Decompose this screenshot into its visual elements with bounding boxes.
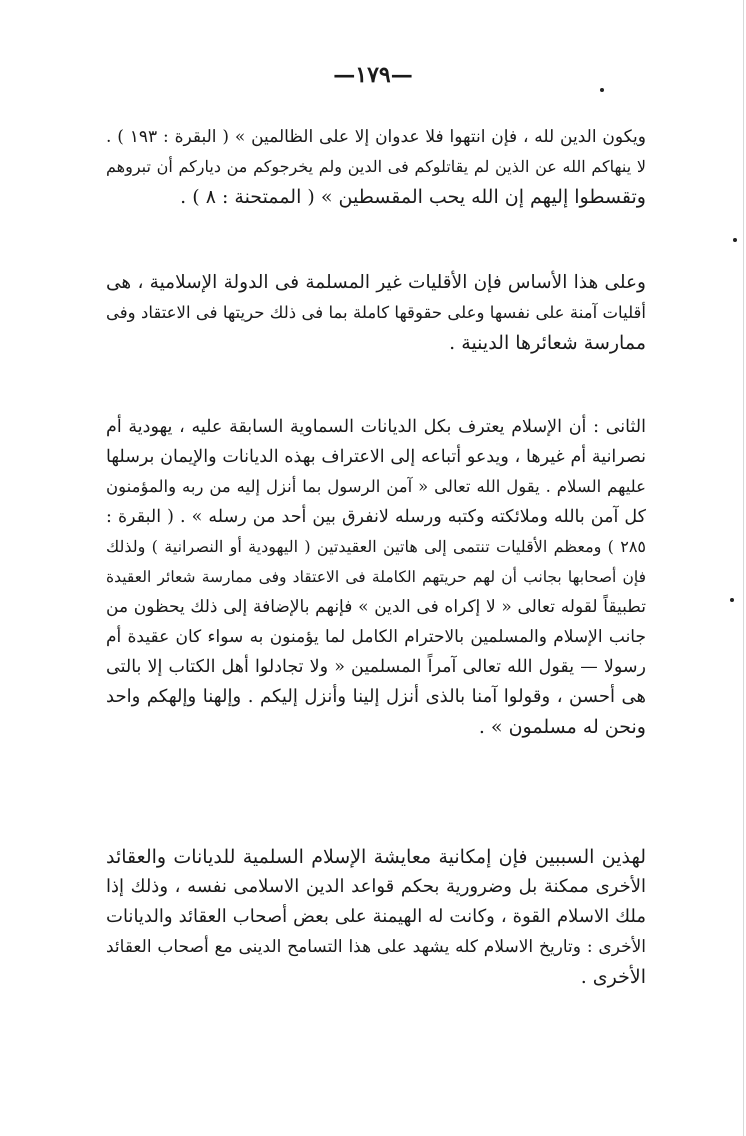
text-line: ونحن له مسلمون » .: [478, 716, 646, 738]
text-line: ويكون الدين لله ، فإن انتهوا فلا عدوان إلا على الظالمين » ( البقرة : ١٩٣ ) .: [106, 127, 646, 147]
text-line: كل آمن بالله وملائكته وكتبه ورسله لانفرق بين أحد من رسله » . ( البقرة :: [106, 507, 646, 527]
page-edge: [743, 0, 744, 1136]
text-line: وعلى هذا الأساس فإن الأقليات غير المسلمة فى الدولة الإسلامية ، هى: [106, 272, 646, 293]
text-line: وتقسطوا إليهم إن الله يحب المقسطين » ( الممتحنة : ٨ ) .: [180, 186, 646, 208]
paragraph-quran-quote: [106, 122, 646, 212]
text-line: عليهم السلام . يقول الله تعالى « آمن الرسول بما أنزل إليه من ربه والمؤمنون: [106, 477, 646, 496]
text-line: رسولا — يقول الله تعالى آمراً المسلمين « ولا تجادلوا أهل الكتاب إلا بالتى: [106, 657, 646, 677]
text-line: الأخرى : وتاريخ الاسلام كله يشهد على هذا التسامح الدينى مع أصحاب العقائد: [106, 937, 646, 957]
text-line: جانب الإسلام والمسلمين بالاحترام الكامل لما يؤمنون به سواء كان عقيدة أم: [106, 627, 646, 647]
text-line: الأخرى ممكنة بل وضرورية بحكم قواعد الدين الاسلامى نفسه ، وذلك إذا: [106, 876, 646, 897]
text-line: ملك الاسلام القوة ، وكانت له الهيمنة على بعض أصحاب العقائد والديانات: [106, 906, 646, 927]
text-line: الثانى : أن الإسلام يعترف بكل الديانات السماوية السابقة عليه ، يهودية أم: [106, 417, 646, 437]
text-line: نصرانية أم غيرها ، ويدعو أتباعه إلى الاعتراف بهذه الديانات والإيمان برسلها: [106, 447, 646, 467]
text-line: أقليات آمنة على نفسها وعلى حقوقها كاملة بما فى ذلك حريتها فى الاعتقاد وفى: [106, 303, 646, 322]
paragraph-second-point: [106, 412, 646, 742]
text-line: لهذين السببين فإن إمكانية معايشة الإسلام السلمية للديانات والعقائد: [106, 846, 646, 868]
text-line: فإن أصحابها بجانب أن لهم حريتهم الكاملة فى الاعتقاد وفى ممارسة شعائر العقيدة: [106, 568, 646, 586]
scan-speck: [730, 598, 734, 602]
page-number: —١٧٩—: [333, 62, 413, 88]
text-line: تطبيقاً لقوله تعالى « لا إكراه فى الدين » فإنهم بالإضافة إلى ذلك يحظون من: [106, 597, 646, 617]
scan-speck: [600, 88, 604, 92]
text-line: الأخرى .: [580, 966, 646, 988]
text-line: ممارسة شعائرها الدينية .: [449, 332, 646, 354]
text-line: لا ينهاكم الله عن الذين لم يقاتلوكم فى الدين ولم يخرجوكم من دياركم أن تبروهم: [106, 157, 646, 176]
paragraph-minorities: [106, 268, 646, 358]
scan-speck: [733, 238, 737, 242]
text-line: هى أحسن ، وقولوا آمنا بالذى أنزل إلينا وأنزل إليكم . وإلهنا وإلهكم واحد: [106, 686, 646, 707]
paragraph-conclusion: [106, 842, 646, 992]
text-line: ٢٨٥ ) ومعظم الأقليات تنتمى إلى هاتين العقيدتين ( اليهودية أو النصرانية ) ولذلك: [106, 537, 646, 556]
